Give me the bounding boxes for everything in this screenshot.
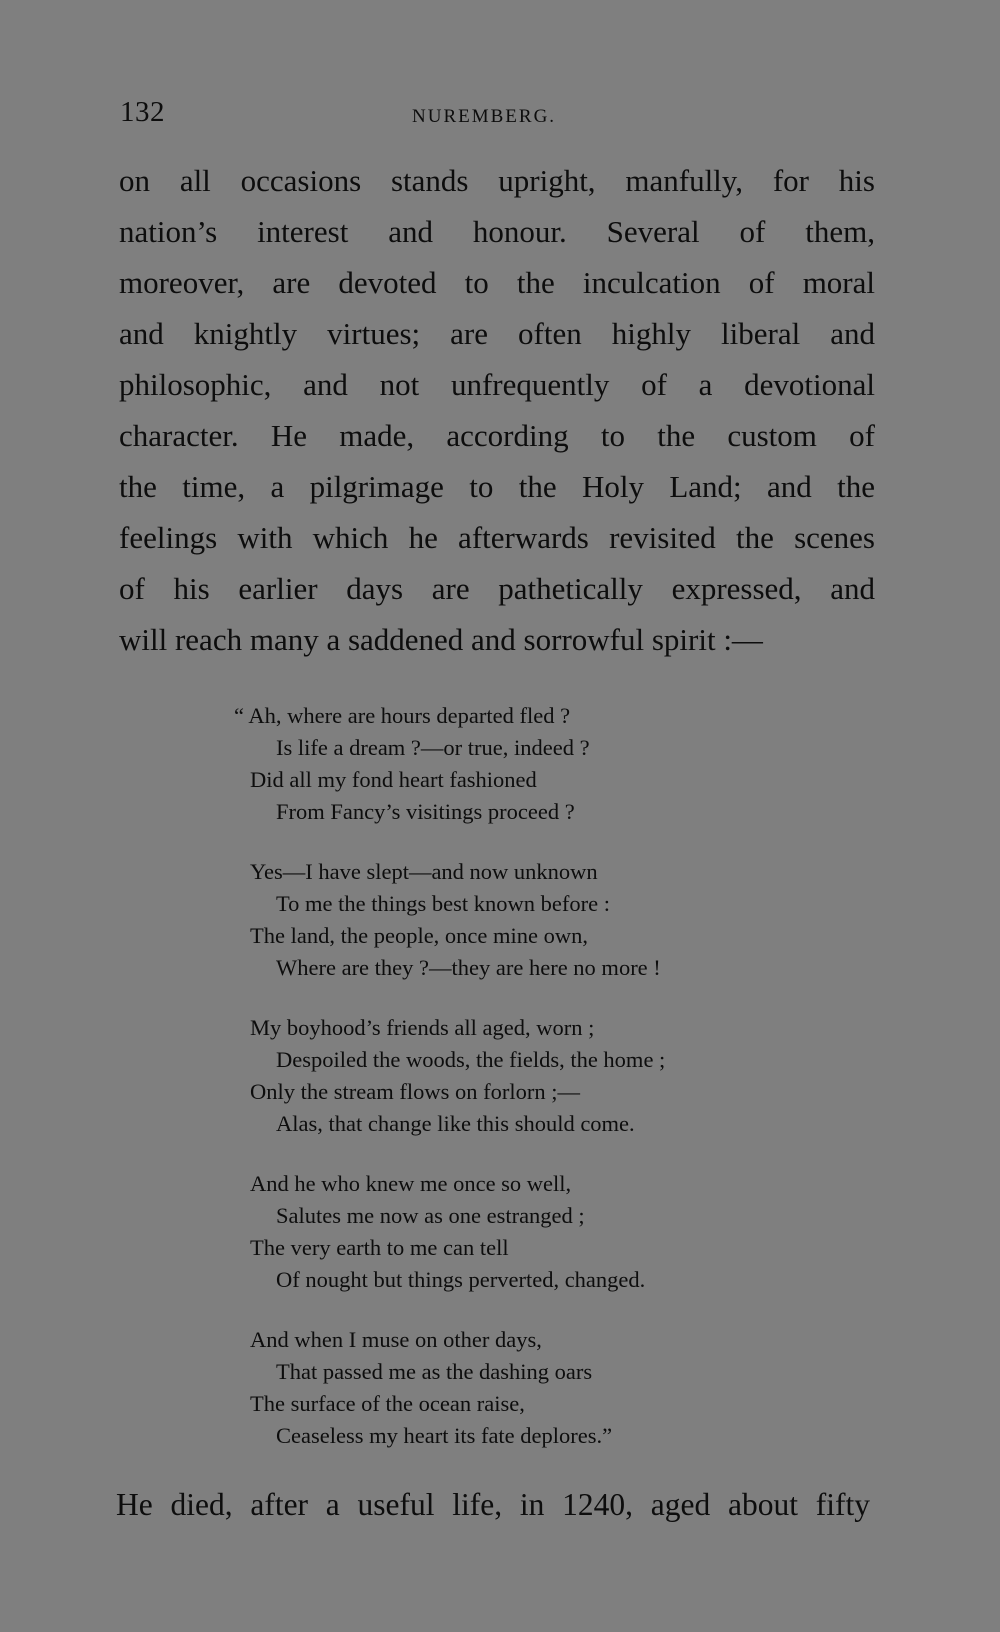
poem-verse: The land, the people, once mine own, bbox=[250, 923, 589, 948]
poem-verse: Despoiled the woods, the fields, the home ; bbox=[276, 1047, 666, 1072]
poem-verse: Ceaseless my heart its fate deplores.” bbox=[276, 1423, 613, 1448]
running-head: NUREMBERG. bbox=[412, 106, 557, 127]
poem-verse: And he who knew me once so well, bbox=[250, 1171, 572, 1196]
poem-stanza bbox=[250, 1324, 810, 1452]
poem-verse: Yes—I have slept—and now unknown bbox=[250, 859, 598, 884]
poem-verse: From Fancy’s visitings proceed ? bbox=[276, 799, 575, 824]
poem-verse: Of nought but things perverted, changed. bbox=[276, 1267, 646, 1292]
poem-stanza bbox=[250, 856, 810, 984]
prose-line: on all occasions stands upright, manfully, for his bbox=[119, 163, 875, 198]
page-number: 132 bbox=[120, 96, 165, 128]
prose-line: character. He made, according to the custom of bbox=[119, 418, 875, 453]
poem-stanza bbox=[250, 1012, 810, 1140]
poem-stanza bbox=[234, 700, 810, 828]
poem-verse: Where are they ?—they are here no more ! bbox=[276, 955, 661, 980]
poem bbox=[234, 700, 810, 1480]
prose-line: will reach many a saddened and sorrowful spirit :— bbox=[119, 622, 763, 657]
poem-verse: My boyhood’s friends all aged, worn ; bbox=[250, 1015, 595, 1040]
poem-verse: The very earth to me can tell bbox=[250, 1235, 509, 1260]
prose-line: He died, after a useful life, in 1240, aged about fifty bbox=[116, 1487, 870, 1522]
prose-line: of his earlier days are pathetically expressed, and bbox=[119, 571, 875, 606]
poem-verse: “ Ah, where are hours departed fled ? bbox=[234, 703, 571, 728]
poem-verse: To me the things best known before : bbox=[276, 891, 610, 916]
poem-verse: Did all my fond heart fashioned bbox=[250, 767, 537, 792]
poem-verse: Is life a dream ?—or true, indeed ? bbox=[276, 735, 590, 760]
prose-line: feelings with which he afterwards revisited the scenes bbox=[119, 520, 875, 555]
poem-verse: And when I muse on other days, bbox=[250, 1327, 542, 1352]
prose-line: and knightly virtues; are often highly liberal and bbox=[119, 316, 875, 351]
poem-verse: The surface of the ocean raise, bbox=[250, 1391, 525, 1416]
poem-verse: Salutes me now as one estranged ; bbox=[276, 1203, 585, 1228]
prose-paragraph-bottom bbox=[116, 1479, 870, 1530]
poem-stanza bbox=[250, 1168, 810, 1296]
prose-line: the time, a pilgrimage to the Holy Land; and the bbox=[119, 469, 875, 504]
prose-line: philosophic, and not unfrequently of a devotional bbox=[119, 367, 875, 402]
poem-verse: Only the stream flows on forlorn ;— bbox=[250, 1079, 580, 1104]
prose-line: nation’s interest and honour. Several of them, bbox=[119, 214, 875, 249]
poem-verse: Alas, that change like this should come. bbox=[276, 1111, 635, 1136]
prose-line: moreover, are devoted to the inculcation of moral bbox=[119, 265, 875, 300]
poem-verse: That passed me as the dashing oars bbox=[276, 1359, 593, 1384]
prose-paragraph-top bbox=[119, 155, 875, 665]
